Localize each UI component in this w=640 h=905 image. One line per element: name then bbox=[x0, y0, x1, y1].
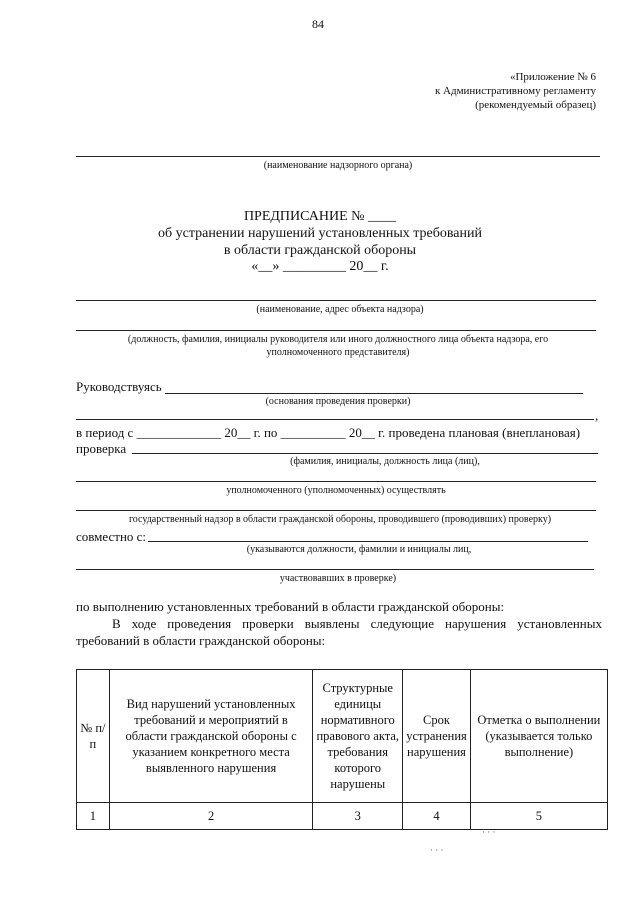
appendix-line-1: «Приложение № 6 bbox=[509, 71, 596, 83]
column-number-2: 2 bbox=[109, 803, 313, 830]
participants-caption: (указываются должности, фамилии и инициалы лиц, bbox=[246, 544, 472, 555]
scan-specks: · · · bbox=[482, 827, 496, 837]
header-violation-type: Вид нарушений установленных требований и мероприятий в области гражданской обороны с указанием конкретного места выявленного нарушения bbox=[109, 670, 313, 803]
page-number: 84 bbox=[312, 17, 324, 31]
basis-line bbox=[165, 393, 583, 394]
object-caption: (наименование, адрес объекта надзора) bbox=[256, 304, 424, 315]
table-header-row bbox=[77, 670, 608, 803]
comma: , bbox=[595, 408, 599, 423]
basis-continuation-line bbox=[76, 419, 594, 420]
jointly-label: совместно с: bbox=[76, 529, 147, 544]
participants-line-2 bbox=[76, 569, 594, 570]
organ-caption: (наименование надзорного органа) bbox=[263, 160, 413, 171]
scan-specks-2: · · · bbox=[430, 845, 444, 855]
official-caption-2: уполномоченного представителя) bbox=[266, 347, 410, 358]
title-line-1: ПРЕДПИСАНИЕ № ____ bbox=[243, 209, 397, 224]
appendix-line-3: (рекомендуемый образец) bbox=[475, 99, 596, 111]
header-number: № п/п bbox=[77, 670, 110, 803]
column-number-3: 3 bbox=[313, 803, 403, 830]
violations-table bbox=[76, 669, 608, 830]
inspector-caption: (фамилия, инициалы, должность лица (лиц), bbox=[290, 456, 480, 467]
basis-caption: (основания проведения проверки) bbox=[265, 396, 411, 407]
participants-caption-2: участвовавших в проверке) bbox=[279, 573, 397, 584]
table-number-row bbox=[77, 803, 608, 830]
during-text-2: требований в области гражданской обороны: bbox=[76, 633, 326, 648]
check-label: проверка bbox=[76, 441, 127, 456]
title-date: «__» _________ 20__ г. bbox=[251, 259, 389, 274]
header-structural-units: Структурные единицы нормативного правового акта, требования которого нарушены bbox=[313, 670, 403, 803]
header-completion-mark: Отметка о выполнении (указывается только выполнение) bbox=[470, 670, 607, 803]
object-line bbox=[76, 300, 596, 301]
header-deadline: Срок устранения нарушения bbox=[403, 670, 471, 803]
inspector-line bbox=[132, 453, 598, 454]
title-line-3: в области гражданской обороны bbox=[223, 243, 417, 258]
participants-line bbox=[148, 541, 588, 542]
compliance-text: по выполнению установленных требований в области гражданской обороны: bbox=[76, 599, 505, 614]
inspector-caption-3: государственный надзор в области гражданской обороны, проводившего (проводивших) проверку) bbox=[128, 514, 552, 525]
inspector-line-3 bbox=[76, 510, 596, 511]
inspector-caption-2: уполномоченного (уполномоченных) осуществлять bbox=[226, 485, 446, 496]
organ-line bbox=[76, 156, 600, 157]
guided-label: Руководствуясь bbox=[76, 379, 162, 394]
column-number-5: 5 bbox=[470, 803, 607, 830]
official-caption: (должность, фамилия, инициалы руководителя или иного должностного лица объекта надзора, его bbox=[127, 334, 549, 345]
column-number-1: 1 bbox=[77, 803, 110, 830]
official-line bbox=[76, 330, 596, 331]
appendix-block bbox=[435, 70, 596, 112]
during-text-1: В ходе проведения проверки выявлены следующие нарушения установленных bbox=[112, 616, 602, 631]
title-line-2: об устранении нарушений установленных требований bbox=[158, 226, 482, 241]
inspector-line-2 bbox=[76, 481, 596, 482]
column-number-4: 4 bbox=[403, 803, 471, 830]
period-text: в период с _____________ 20__ г. по __________ 20__ г. проведена плановая (внеплановая) bbox=[76, 425, 581, 440]
appendix-line-2: к Административному регламенту bbox=[434, 85, 596, 97]
